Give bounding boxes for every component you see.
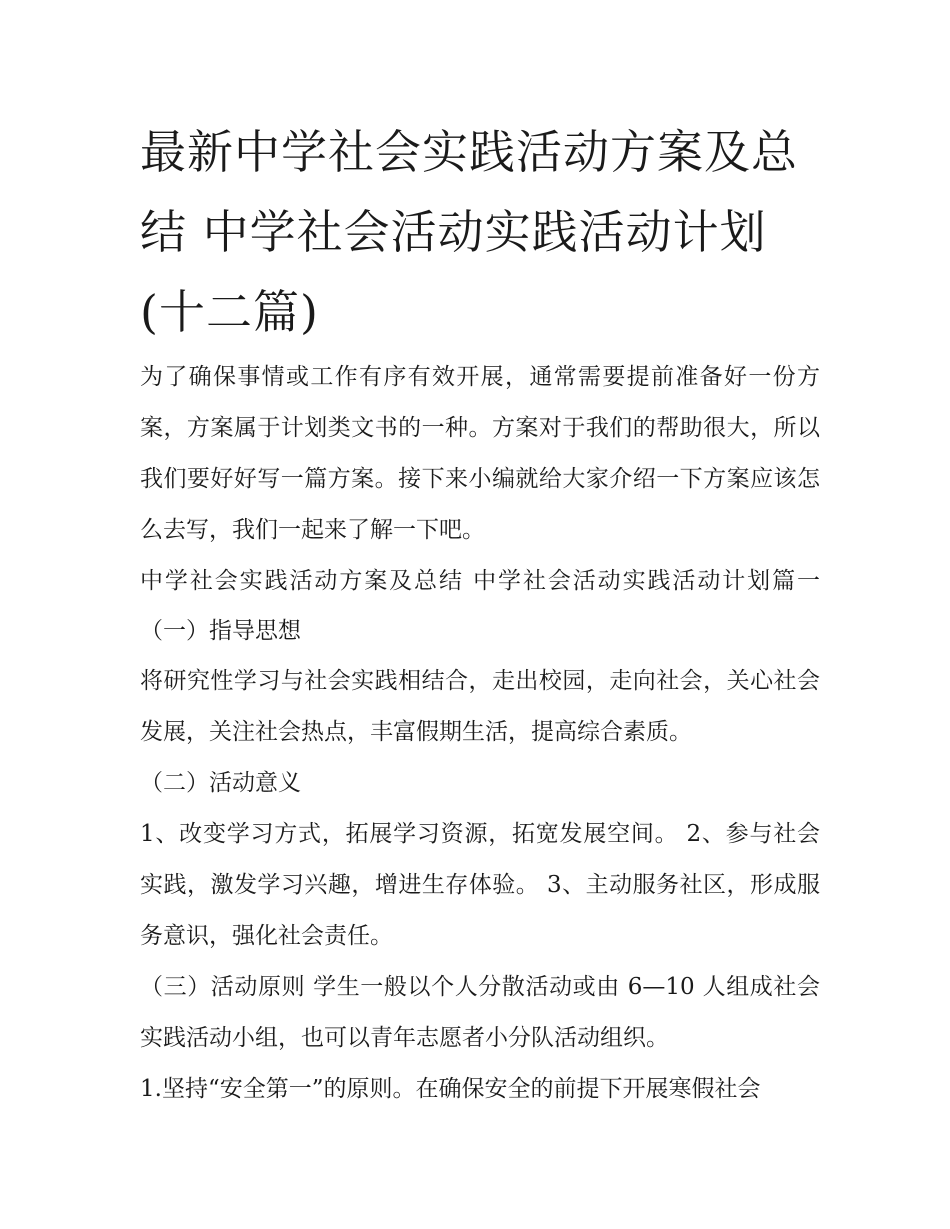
safety-principle-paragraph: 1.坚持“安全第一”的原则。在确保安全的前提下开展寒假社会 bbox=[140, 1076, 761, 1102]
guiding-ideology-paragraph: 将研究性学习与社会实践相结合，走出校园，走向社会，关心社会发展，关注社会热点，丰富假期生活，提高综合素质。 bbox=[140, 668, 820, 745]
document-title: 最新中学社会实践活动方案及总结 中学社会活动实践活动计划(十二篇) bbox=[140, 125, 798, 339]
document-body bbox=[140, 352, 820, 1115]
activity-significance-paragraph: 1、改变学习方式，拓展学习资源，拓宽发展空间。 2、参与社会实践，激发学习兴趣，增进生存体验。 3、主动服务社区，形成服务意识，强化社会责任。 bbox=[140, 821, 820, 949]
section-heading-activity-significance: （二）活动意义 bbox=[140, 770, 301, 796]
activity-principles-paragraph: （三）活动原则 学生一般以个人分散活动或由 6—10 人组成社会实践活动小组，也可以青年志愿者小分队活动组织。 bbox=[140, 974, 820, 1051]
intro-paragraph: 为了确保事情或工作有序有效开展，通常需要提前准备好一份方案，方案属于计划类文书的一种。方案对于我们的帮助很大，所以我们要好好写一篇方案。接下来小编就给大家介绍一下方案应该怎么去写，我们一起来了解一下吧。 bbox=[140, 364, 820, 543]
section-heading-guiding-ideology: 中学社会实践活动方案及总结 中学社会活动实践活动计划篇一 （一）指导思想 bbox=[140, 568, 820, 644]
